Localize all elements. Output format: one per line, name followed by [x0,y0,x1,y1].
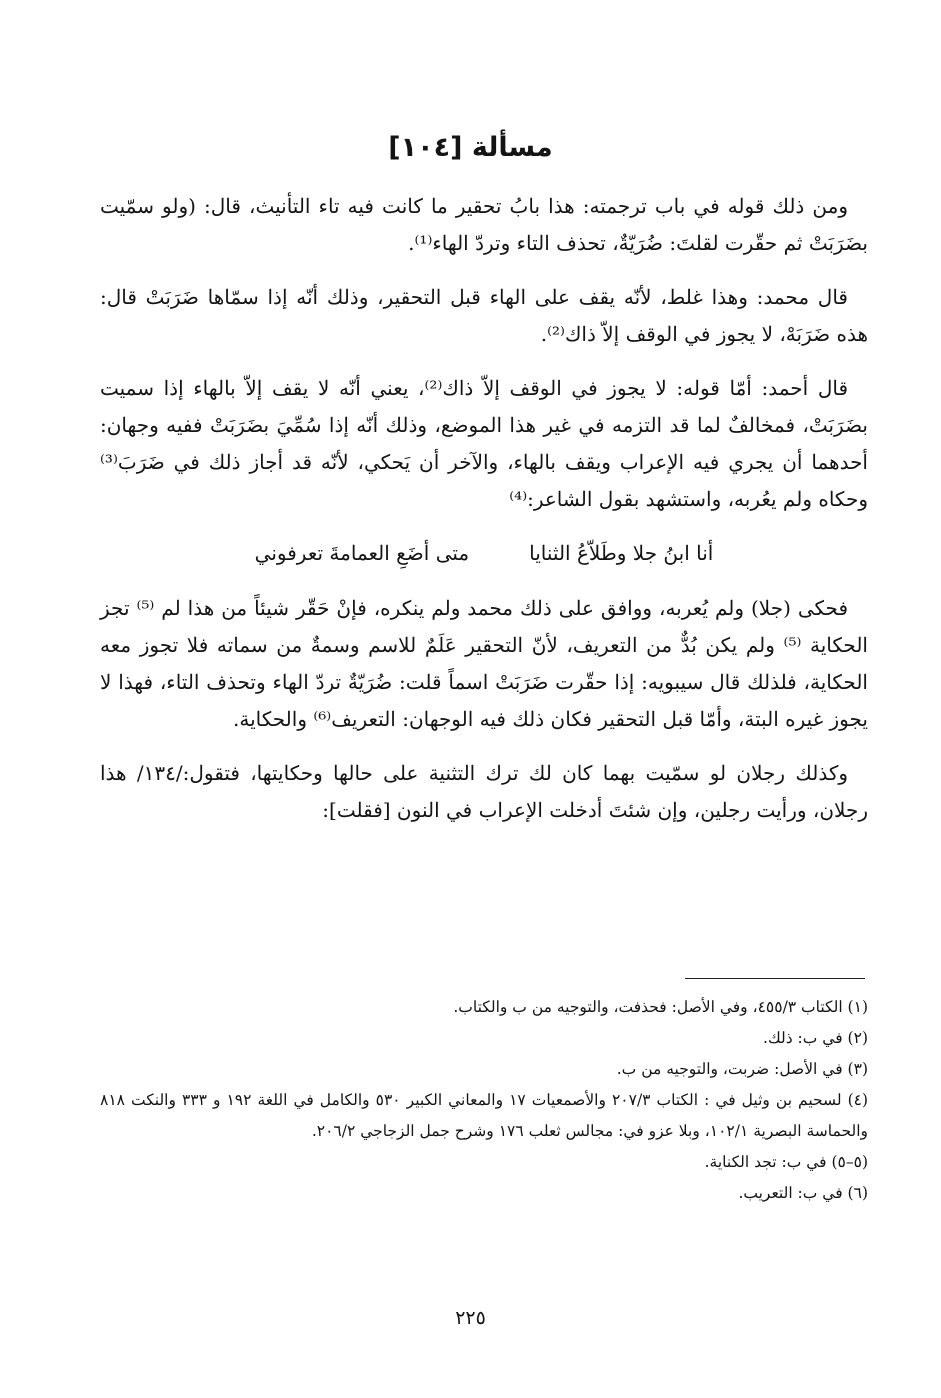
footnote-3: (٣) في الأصل: ضربت، والتوجيه من ب. [616,1060,868,1078]
footnotes [100,992,868,1209]
poetry-verse [100,535,868,572]
footnote-6: (٦) في ب: التعريب. [738,1184,868,1202]
verse-first-hemistich: أنا ابنُ جلا وطَلاّعُ الثنايا [529,541,714,565]
paragraph-3: قال أحمد: أمّا قوله: لا يجوز في الوقف إلاّ ذاك⁽²⁾، يعني أنّه لا يقف إلاّ بالهاء إذا سميت بضَرَبَتْ، فمخالفٌ لما قد التزمه في غير هذا الموضع، وذلك أنّه إذا سُمِّيَ بضَرَبَتْ ففيه وجهان: أحدهما أن يجري فيه الإعراب ويقف بالهاء، والآخر أن يَحكي، لأنّه قد أجاز ذلك في ضَرَبَ⁽³⁾ وحكاه ولم يعُربه، واستشهد بقول الشاعر:⁽⁴⁾ [100,376,868,511]
footnote-2: (٢) في ب: ذلك. [763,1029,868,1047]
paragraph-5: وكذلك رجلان لو سمّيت بهما كان لك ترك التثنية على حالها وحكايتها، فتقول:/١٣٤/ هذا رجلان، ورأيت رجلين، وإن شئتَ أدخلت الإعراب في النون [فقلت]: [100,761,868,822]
page-number: ٢٢٥ [455,1307,486,1329]
footnote-4: (٤) لسحيم بن وثيل في : الكتاب ٢٠٧/٣ والأصمعيات ١٧ والمعاني الكبير ٥٣٠ والكامل في اللغة ١٩٢ و ٣٣٣ والنكت ٨١٨ والحماسة البصرية ١٠٢/١، وبلا عزو في: مجالس ثعلب ١٧٦ وشرح جمل الزجاجي ٢٠٦/٢. [100,1091,869,1140]
verse-second-hemistich: متى أضَعِ العمامةَ تعرفوني [254,541,470,565]
footnote-5: (٥–٥) في ب: تجد الكناية. [704,1153,868,1171]
paragraph-2: قال محمد: وهذا غلط، لأنّه يقف على الهاء قبل التحقير، وذلك أنّه إذا سمّاها ضَرَبَتْ قال: هذه ضَرَبَهْ، لا يجوز في الوقف إلاّ ذاك⁽²⁾. [100,285,868,346]
paragraph-1: ومن ذلك قوله في باب ترجمته: هذا بابُ تحقير ما كانت فيه تاء التأنيث، قال: (ولو سمّيت بضَرَبَتْ ثم حقّرت لقلتَ: ضُرَيّةٌ، تحذف التاء وتردّ الهاء⁽¹⁾. [100,194,868,255]
page-title: مسألة [١٠٤] [388,132,553,163]
main-text [100,188,868,846]
paragraph-4: فحكى (جلا) ولم يُعربه، ووافق على ذلك محمد ولم ينكره، فإنْ حَقّر شيئاً من هذا لم ⁽⁵⁾ تجز الحكاية ⁽⁵⁾ ولم يكن بُدٌّ من التعريف، لأنّ التحقير عَلَمٌ للاسم وسمةٌ من سماته فلا تجوز معه الحكاية، فلذلك قال سيبويه: إذا حقّرت ضَرَبَتْ اسماً قلت: ضُرَيّةٌ تردّ الهاء وتحذف التاء، فهذا لا يجوز غيره البتة، وأمّا قبل التحقير فكان ذلك فيه الوجهان: التعريف⁽⁶⁾ والحكاية. [100,596,868,731]
footnote-1: (١) الكتاب ٤٥٥/٣، وفي الأصل: فحذفت، والتوجيه من ب والكتاب. [453,998,868,1016]
footnote-divider [685,978,865,979]
